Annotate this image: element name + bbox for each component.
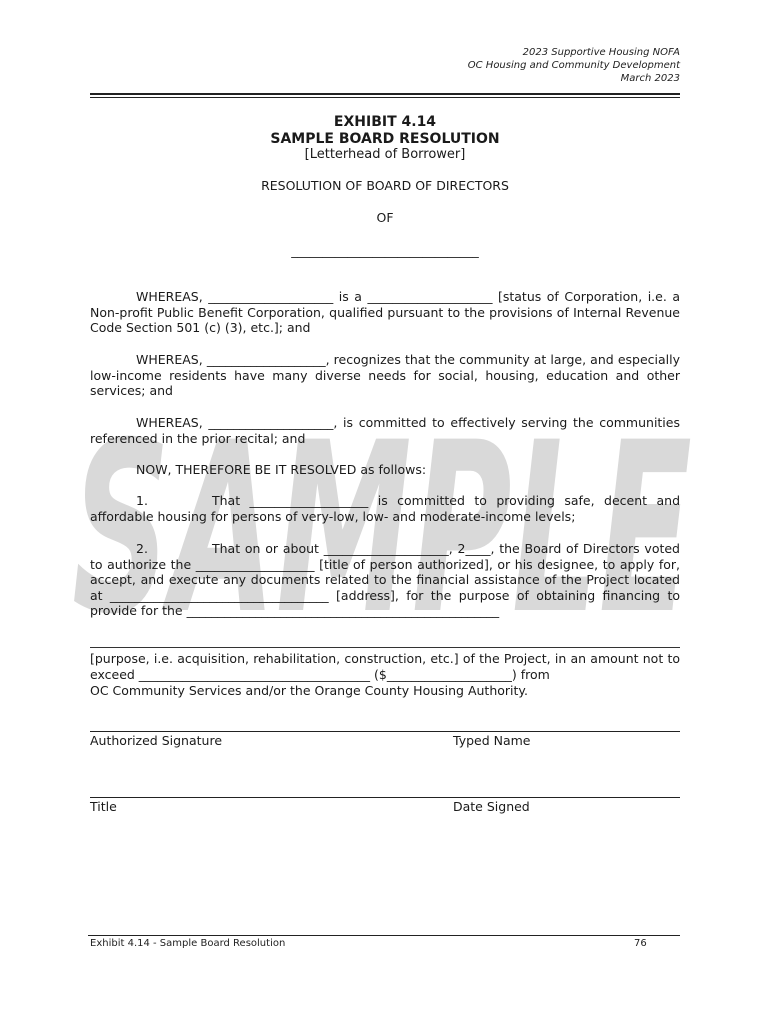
item-2-text: That on or about ____________________, 2____, the Board of Directors voted to authorize the ___________________ [title of person authorized], or his designee, to apply for, accept, and execute any documents related to the financial assistance of the Project located at ___________________________________ [address], for the purpose of obtaining financing to provide for the __________________________________________________ (90, 541, 680, 619)
watermark-text: SAMPLE (72, 410, 692, 630)
purpose-text: [purpose, i.e. acquisition, rehabilitation, construction, etc.] of the Project, in an amount not to exceed _____________________________________ ($____________________) from (90, 651, 680, 682)
whereas-2-text: WHEREAS, ___________________, recognizes that the community at large, and especially low-income residents have many diverse needs for social, housing, education and other services; and (90, 352, 680, 399)
footer-rule (88, 935, 680, 936)
signature-line-1 (90, 731, 680, 732)
agency-text: OC Community Services and/or the Orange County Housing Authority. (90, 683, 529, 698)
exhibit-number: EXHIBIT 4.14 (333, 114, 437, 130)
resolved-text: NOW, THEREFORE BE IT RESOLVED as follows: (136, 462, 427, 477)
item-1-text: That ___________________ is committed to providing safe, decent and affordable housing for persons of very-low, low- and moderate-income levels; (90, 493, 680, 524)
resolved-paragraph (90, 462, 680, 478)
date-signed-label: Date Signed (453, 799, 530, 814)
purpose-paragraph (90, 651, 680, 682)
organization-blank: ______________________________ (291, 243, 479, 258)
purpose-blank-line (90, 647, 680, 648)
header-date: March 2023 (620, 73, 680, 84)
document-header (468, 46, 680, 85)
authorized-signature-label: Authorized Signature (90, 733, 223, 748)
whereas-paragraph-1 (90, 289, 680, 336)
item-2-number: 2. (136, 541, 148, 556)
header-department: OC Housing and Community Development (467, 60, 680, 71)
whereas-paragraph-2 (90, 352, 680, 399)
whereas-1-text: WHEREAS, ____________________ is a ____________________ [status of Corporation, i.e. a Non-profit Public Benefit Corporation, qualified pursuant to the provisions of Internal Revenue Code Section 501 (c) (3), etc.]; and (90, 289, 680, 336)
agency-paragraph (90, 683, 680, 699)
resolution-item-2 (90, 541, 680, 619)
title-label: Title (90, 799, 117, 814)
whereas-paragraph-3 (90, 415, 680, 446)
document-title: SAMPLE BOARD RESOLUTION (270, 131, 500, 147)
header-nofa: 2023 Supportive Housing NOFA (522, 47, 680, 58)
header-rule-thin (90, 97, 680, 98)
of-heading: OF (376, 210, 394, 225)
whereas-3-text: WHEREAS, ____________________, is committed to effectively serving the communities referenced in the prior recital; and (90, 415, 680, 446)
signature-line-2 (90, 797, 680, 798)
letterhead-note: [Letterhead of Borrower] (304, 147, 466, 162)
header-rule-thick (90, 93, 680, 95)
resolution-item-1 (90, 493, 680, 524)
page-number: 76 (634, 938, 647, 949)
resolution-heading: RESOLUTION OF BOARD OF DIRECTORS (261, 178, 509, 193)
item-1-number: 1. (136, 493, 148, 508)
typed-name-label: Typed Name (453, 733, 531, 748)
footer-exhibit-label: Exhibit 4.14 - Sample Board Resolution (90, 938, 286, 949)
